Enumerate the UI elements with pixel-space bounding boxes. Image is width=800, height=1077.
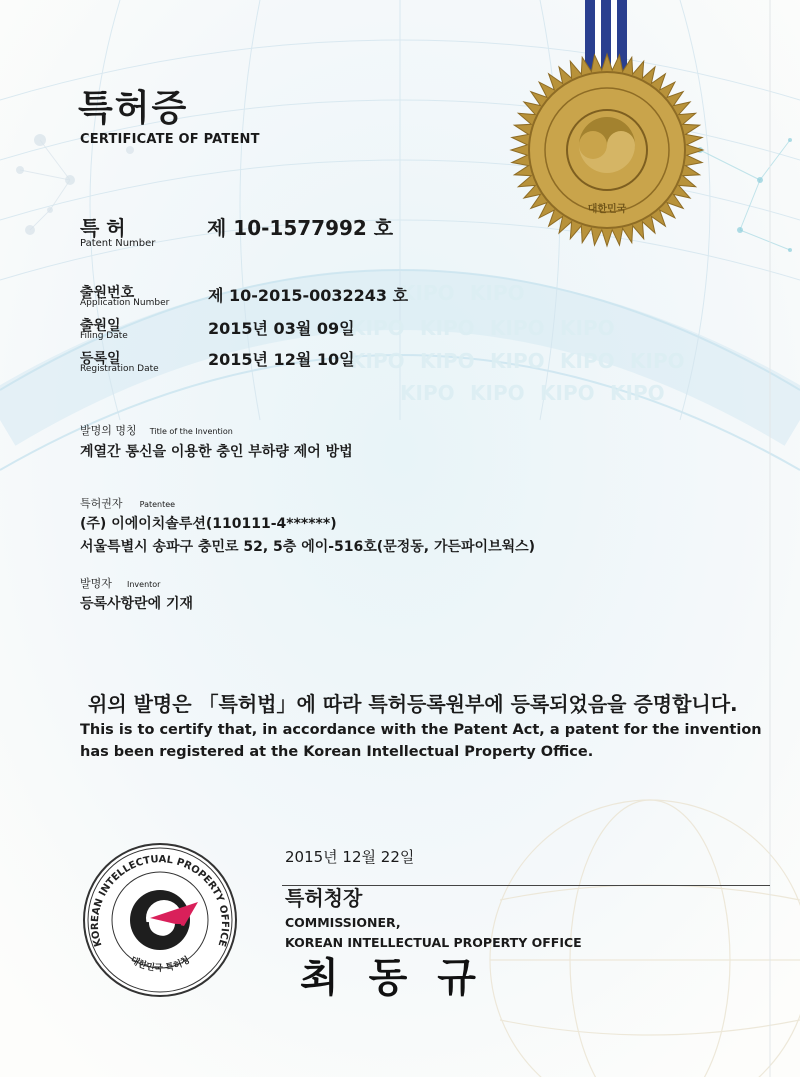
watermark-row: KIPO [470, 381, 525, 405]
gold-medal-seal [500, 0, 750, 270]
certification-statement-english-line1: This is to certify that, in accordance with the Patent Act, a patent for the invention [80, 722, 762, 738]
patentee-label-group [80, 492, 175, 511]
commissioner-title-english-line1: COMMISSIONER, [285, 915, 401, 930]
invention-title-label: 발명의 명칭 [80, 424, 137, 437]
certification-statement-english-line2: has been registered at the Korean Intellectual Property Office. [80, 744, 594, 760]
medal-text: 대한민국 [587, 204, 627, 215]
filing-date-value: 2015년 03월 09일 [208, 319, 355, 338]
seal-ring-text-english: KOREAN INTELLECTUAL PROPERTY OFFICE [89, 854, 231, 948]
inventor-label-group [80, 572, 160, 591]
inventor-value: 등록사항란에 기재 [80, 596, 194, 612]
patentee-name: (주) 이에이치솔루션(110111-4******) [80, 516, 337, 532]
invention-title-label-group [80, 419, 233, 438]
application-number-label-english: Application Number [80, 298, 170, 308]
certificate-title-english: CERTIFICATE OF PATENT [80, 132, 260, 147]
watermark-row: KIPO [540, 381, 595, 405]
certificate-title-korean: 특허증 [78, 88, 189, 129]
watermark-row: KIPO [490, 349, 545, 373]
inventor-label-english: Inventor [126, 580, 161, 589]
patent-number-label-english: Patent Number [80, 238, 156, 249]
invention-title-value: 계열간 통신을 이용한 충인 부하량 제어 방법 [80, 444, 353, 460]
watermark-row: KIPO [490, 316, 545, 340]
watermark-row: KIPO [630, 349, 685, 373]
commissioner-signature: 최동규 [300, 954, 506, 1001]
issue-date: 2015년 12월 22일 [285, 848, 415, 866]
watermark-row: KIPO [400, 281, 455, 305]
patent-number-value: 제 10-1577992 호 [207, 216, 394, 240]
patentee-address: 서울특별시 송파구 충민로 52, 5층 에이-516호(문정동, 가든파이브웍스) [80, 539, 536, 555]
patentee-label: 특허권자 [80, 497, 123, 510]
watermark-row: KIPO [350, 349, 405, 373]
filing-date-label: 출원일 [80, 318, 121, 334]
watermark-row: KIPO [400, 381, 455, 405]
commissioner-title-english-line2: KOREAN INTELLECTUAL PROPERTY OFFICE [285, 935, 582, 950]
watermark-row: KIPO [610, 381, 665, 405]
patent-number-label: 특 허 [80, 216, 126, 240]
watermark-row: KIPO [470, 281, 525, 305]
registration-date-label: 등록일 [80, 351, 121, 367]
patentee-label-english: Patentee [139, 500, 176, 509]
commissioner-title-korean: 특허청장 [285, 886, 363, 910]
application-number-label: 출원번호 [80, 285, 135, 301]
watermark-row: KIPO [420, 349, 475, 373]
watermark-row: KIPO [560, 316, 615, 340]
registration-date-label-english: Registration Date [80, 364, 159, 374]
inventor-label: 발명자 [80, 577, 112, 590]
registration-date-value: 2015년 12월 10일 [208, 350, 355, 369]
filing-date-label-english: Filing Date [80, 331, 128, 341]
certification-statement-korean: 위의 발명은 「특허법」에 따라 특허등록원부에 등록되었음을 증명합니다. [88, 692, 738, 716]
watermark-row: KIPO [350, 316, 405, 340]
kipo-seal [80, 840, 240, 1000]
invention-title-label-english: Title of the Invention [149, 427, 233, 436]
watermark-row: KIPO [560, 349, 615, 373]
application-number-value: 제 10-2015-0032243 호 [208, 286, 409, 305]
seal-ring-text-korean: 대한민국 특허청 [128, 955, 192, 974]
watermark-row: KIPO [420, 316, 475, 340]
